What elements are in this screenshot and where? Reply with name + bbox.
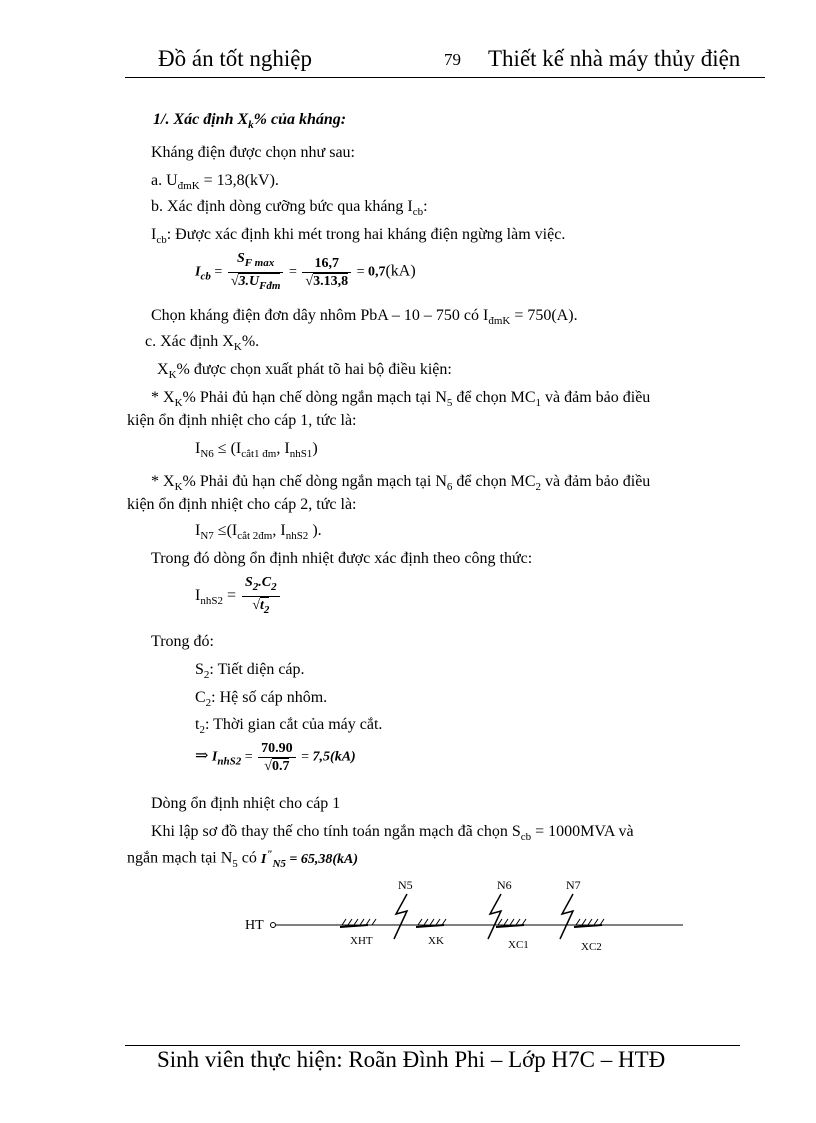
text-line: $X_K\%$ được chọn xuất phát tõ hai bộ điều kiện: (157, 361, 452, 382)
element-label-xc1: XC1 (508, 939, 529, 951)
fault-symbol-n5 (394, 894, 407, 939)
text-line: Kháng điện được chọn như sau: (151, 144, 355, 161)
text-line: $I_{N7} \le(I_{cắt 2đm}$, $I_{nhS2}$ ). (195, 522, 322, 543)
text-line: c. Xác định $X_K\%$. (145, 333, 260, 354)
header-rule (125, 77, 765, 78)
reactance-xk (416, 919, 446, 927)
fault-label-n6: N6 (497, 878, 512, 892)
reactance-xc1 (496, 919, 526, 927)
header-left: Đồ án tốt nghiệp (158, 46, 312, 71)
source-node (271, 923, 276, 928)
source-label: HT (245, 918, 264, 933)
text-line: kiện ổn định nhiệt cho cáp 2, tức là: (127, 496, 357, 513)
text-line: $C_2$: Hệ số cáp nhôm. (195, 689, 328, 710)
element-label-xk: XK (428, 935, 444, 947)
equation-icb: $I_{cb}$ = $\frac{S_{F max}}{√3.U_{Fđm}}$ = $\frac{16,7}{√3.13,8}$ = 0,7(kA) (195, 251, 416, 292)
fault-symbol-n6 (488, 894, 501, 939)
equation-inhs2: $I_{nhS2}$ = $\frac{S_2.C_2}{√t_2}$ (195, 574, 282, 619)
fault-label-n7: N7 (566, 878, 581, 892)
fault-label-n5: N5 (398, 878, 413, 892)
equivalent-circuit-diagram (0, 872, 816, 972)
reactance-xc2 (574, 919, 604, 927)
text-line: $I_{cb}$: Được xác định khi mét trong hai kháng điện ngừng làm việc. (151, 226, 566, 247)
footer-rule (125, 1045, 740, 1046)
page-number: 79 (444, 50, 461, 69)
element-label-xht: XHT (350, 935, 373, 947)
text-line: $S_2$: Tiết diện cáp. (195, 661, 305, 682)
text-line: * $X_K\%$ Phải đủ hạn chế dòng ngắn mạch tại $N_6$ để chọn $MC_2$ và đảm bảo điều (151, 473, 651, 494)
equation-result: ⇒ $I_{nhS2}$ = $\frac{70.90}{√0.7}$ = 7,5(kA) (195, 741, 356, 774)
reactance-xht (340, 919, 376, 927)
element-label-xc2: XC2 (581, 941, 602, 953)
text-line: Chọn kháng điện đơn dây nhôm PbA – 10 – 750 có $I_{đmK} = 750(A)$. (151, 307, 578, 328)
text-line: b. Xác định dòng cưỡng bức qua kháng $I_{cb}$: (151, 198, 428, 219)
text-line: $I_{N6} \le (I_{cắt1 đm}$, $I_{nhS1}$) (195, 440, 318, 461)
text-line: Trong đó: (151, 633, 214, 650)
fault-symbol-n7 (560, 894, 573, 939)
header-right: Thiết kế nhà máy thủy điện (488, 46, 741, 71)
text-line: Khi lập sơ đồ thay thế cho tính toán ngắn mạch đã chọn $S_{cb} = 1000MVA$ và (151, 823, 634, 844)
section-title: 1/. Xác định $X_k\%$ của kháng: (153, 111, 347, 132)
footer: Sinh viên thực hiện: Roãn Đình Phi – Lớp H7C – HTĐ (157, 1047, 666, 1072)
text-line: Dòng ổn định nhiệt cho cáp 1 (151, 795, 341, 812)
text-line: * $X_K\%$ Phải đủ hạn chế dòng ngắn mạch tại $N_5$ để chọn $MC_1$ và đảm bảo điều (151, 389, 651, 410)
text-line: Trong đó dòng ổn định nhiệt được xác định theo công thức: (151, 550, 533, 567)
text-line: a. $U_{đmK} = 13,8(kV)$. (151, 172, 279, 193)
text-line: ngắn mạch tại $N_5$ có $I^"_{N5} = 65,38(kA)$ (127, 848, 359, 870)
text-line: kiện ổn định nhiệt cho cáp 1, tức là: (127, 412, 357, 429)
text-line: $t_2$: Thời gian cắt của máy cắt. (195, 716, 383, 737)
